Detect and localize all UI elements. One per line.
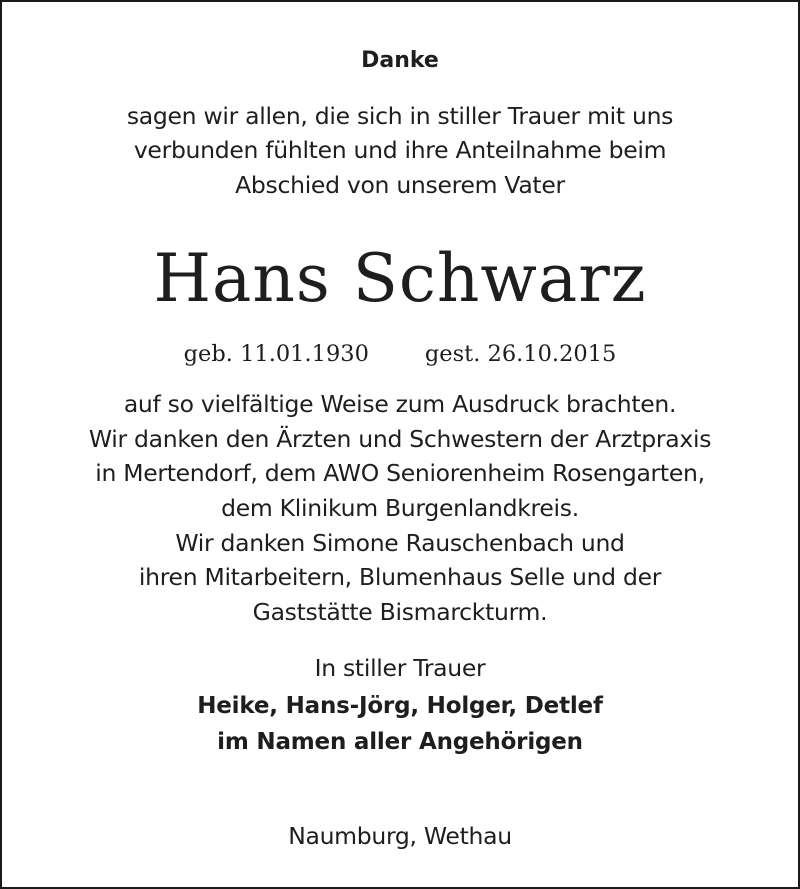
thanks-line: Wir danken Simone Rauschenbach und [175, 529, 625, 557]
place: Naumburg, Wethau [288, 822, 512, 850]
mourners-note: im Namen aller Angehörigen [217, 729, 583, 755]
thanks-line: ihren Mitarbeitern, Blumenhaus Selle und der [138, 563, 662, 591]
thanks-line: auf so vielfältige Weise zum Ausdruck brachten. [123, 390, 677, 418]
thanks-line: Wir danken den Ärzten und Schwestern der Arztpraxis [88, 425, 712, 453]
thanks-line: in Mertendorf, dem AWO Seniorenheim Rosengarten, [95, 459, 705, 487]
life-dates [2, 338, 798, 370]
heading: Danke [361, 48, 439, 73]
mourners: Heike, Hans-Jörg, Holger, Detlef [197, 693, 603, 719]
death-date: gest. 26.10.2015 [424, 341, 617, 367]
intro-line: sagen wir allen, die sich in stiller Trauer mit uns [126, 102, 674, 130]
intro-line: Abschied von unserem Vater [235, 171, 565, 199]
birth-date: geb. 11.01.1930 [183, 341, 369, 367]
thanks-line: dem Klinikum Burgenlandkreis. [221, 494, 579, 522]
intro-line: verbunden fühlten und ihre Anteilnahme beim [133, 136, 667, 164]
mourning-label: In stiller Trauer [314, 654, 486, 682]
thanks-line: Gaststätte Bismarckturm. [252, 598, 548, 626]
deceased-name: Hans Schwarz [153, 240, 647, 317]
